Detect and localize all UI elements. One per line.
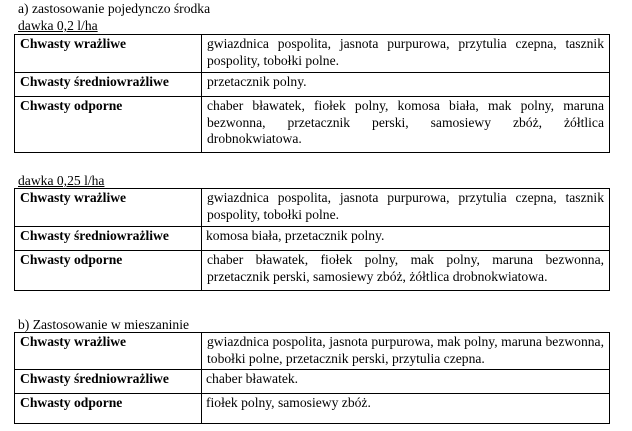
row-value: fiołek polny, samosiewy zbóż. <box>202 394 610 424</box>
row-value: gwiazdnica pospolita, jasnota purpurowa, przytulia czepna, tasznik pospolity, tobołki polne. <box>202 35 610 73</box>
table-row <box>15 227 610 251</box>
section-b-heading: b) Zastosowanie w mieszaninie <box>18 317 190 332</box>
table-row <box>15 394 610 424</box>
row-label: Chwasty średniowrażliwe <box>15 370 202 394</box>
row-value: chaber bławatek. <box>202 370 610 394</box>
table-b-mixture <box>14 332 610 424</box>
row-value: chaber bławatek, fiołek polny, mak polny, maruna bezwonna, przetacznik perski, samosiewy zbóż, żółtlica drobnokwiatowa. <box>202 251 610 291</box>
table-row <box>15 333 610 370</box>
table-row <box>15 35 610 73</box>
row-value: komosa biała, przetacznik polny. <box>202 227 610 251</box>
table-row <box>15 97 610 153</box>
row-value: gwiazdnica pospolita, jasnota purpurowa, mak polny, maruna bezwonna, tobołki polne, przetacznik perski, przytulia czepna. <box>202 333 610 370</box>
row-label: Chwasty odporne <box>15 394 202 424</box>
section-dose-025-label: dawka 0,25 l/ha <box>18 173 105 188</box>
row-value: przetacznik polny. <box>202 73 610 97</box>
section-a-dose-label: dawka 0,2 l/ha <box>18 18 98 33</box>
row-label: Chwasty wrażliwe <box>15 333 202 370</box>
row-label: Chwasty odporne <box>15 251 202 291</box>
table-row <box>15 251 610 291</box>
row-value: gwiazdnica pospolita, jasnota purpurowa, przytulia czepna, tasznik pospolity, tobołki polne. <box>202 189 610 227</box>
row-label: Chwasty średniowrażliwe <box>15 227 202 251</box>
table-row <box>15 189 610 227</box>
table-dose-025 <box>14 188 610 291</box>
table-a-dose-02 <box>14 34 610 153</box>
row-value: chaber bławatek, fiołek polny, komosa biała, mak polny, maruna bezwonna, przetacznik perski, samosiewy zbóż, żółtlica drobnokwiatowa. <box>202 97 610 153</box>
table-row <box>15 73 610 97</box>
row-label: Chwasty średniowrażliwe <box>15 73 202 97</box>
row-label: Chwasty wrażliwe <box>15 35 202 73</box>
table-row <box>15 370 610 394</box>
section-a-heading: a) zastosowanie pojedynczo środka <box>18 1 211 16</box>
row-label: Chwasty odporne <box>15 97 202 153</box>
row-label: Chwasty wrażliwe <box>15 189 202 227</box>
